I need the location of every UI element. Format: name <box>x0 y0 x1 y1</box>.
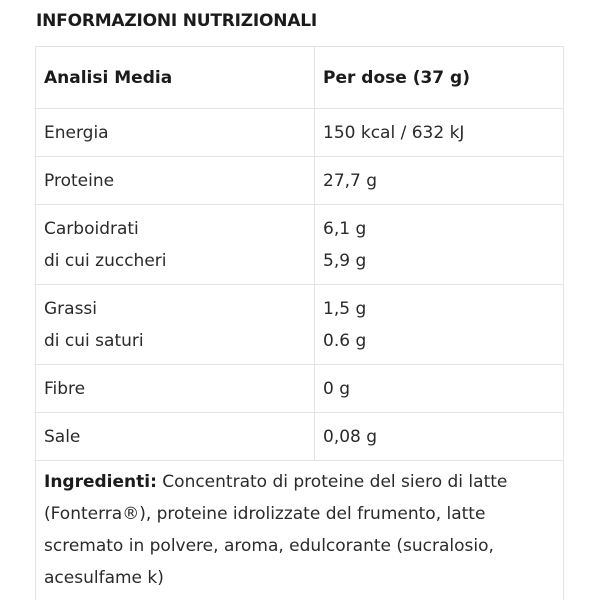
row-value <box>315 109 563 156</box>
row-value-text: 6,1 g <box>323 219 367 239</box>
row-label-text: Energia <box>44 123 109 143</box>
row-label <box>36 157 315 204</box>
header-per-dose: Per dose (37 g) <box>323 68 470 88</box>
ingredients-text: Concentrato di proteine del siero di latte <box>156 472 508 492</box>
ingredients-section <box>35 460 564 600</box>
ingredients-line: acesulfame k) <box>44 568 164 588</box>
ingredients-line <box>44 466 555 498</box>
row-value-text: 0 g <box>323 379 351 399</box>
table-row <box>35 157 564 205</box>
row-value <box>315 205 563 284</box>
row-value <box>315 285 563 364</box>
table-row <box>35 365 564 413</box>
row-value <box>315 413 563 460</box>
row-sublabel-text: di cui zuccheri <box>44 251 167 271</box>
table-header-row <box>35 47 564 109</box>
row-label <box>36 205 315 284</box>
row-label <box>36 285 315 364</box>
row-label-text: Fibre <box>44 379 86 399</box>
row-subvalue-text: 5,9 g <box>323 251 367 271</box>
ingredients-line: (Fonterra®), proteine idrolizzate del frumento, latte <box>44 504 486 524</box>
row-subvalue-text: 0.6 g <box>323 331 367 351</box>
row-value-text: 1,5 g <box>323 299 367 319</box>
row-value-text: 150 kcal / 632 kJ <box>323 123 465 143</box>
page-title: INFORMAZIONI NUTRIZIONALI <box>36 11 318 31</box>
ingredients-line: scremato in polvere, aroma, edulcorante (sucralosio, <box>44 536 494 556</box>
table-row <box>35 285 564 365</box>
row-label-text: Proteine <box>44 171 115 191</box>
row-label <box>36 413 315 460</box>
row-label <box>36 109 315 156</box>
row-value <box>315 157 563 204</box>
ingredients-label: Ingredienti: <box>44 472 157 492</box>
row-value <box>315 365 563 412</box>
header-analisi-media: Analisi Media <box>36 47 315 108</box>
row-label-text: Carboidrati <box>44 219 139 239</box>
table-row <box>35 205 564 285</box>
row-sublabel-text: di cui saturi <box>44 331 144 351</box>
table-row <box>35 413 564 461</box>
row-label-text: Sale <box>44 427 81 447</box>
row-label-text: Grassi <box>44 299 98 319</box>
row-value-text: 27,7 g <box>323 171 378 191</box>
table-row <box>35 109 564 157</box>
nutrition-table <box>35 46 564 461</box>
row-value-text: 0,08 g <box>323 427 378 447</box>
row-label <box>36 365 315 412</box>
